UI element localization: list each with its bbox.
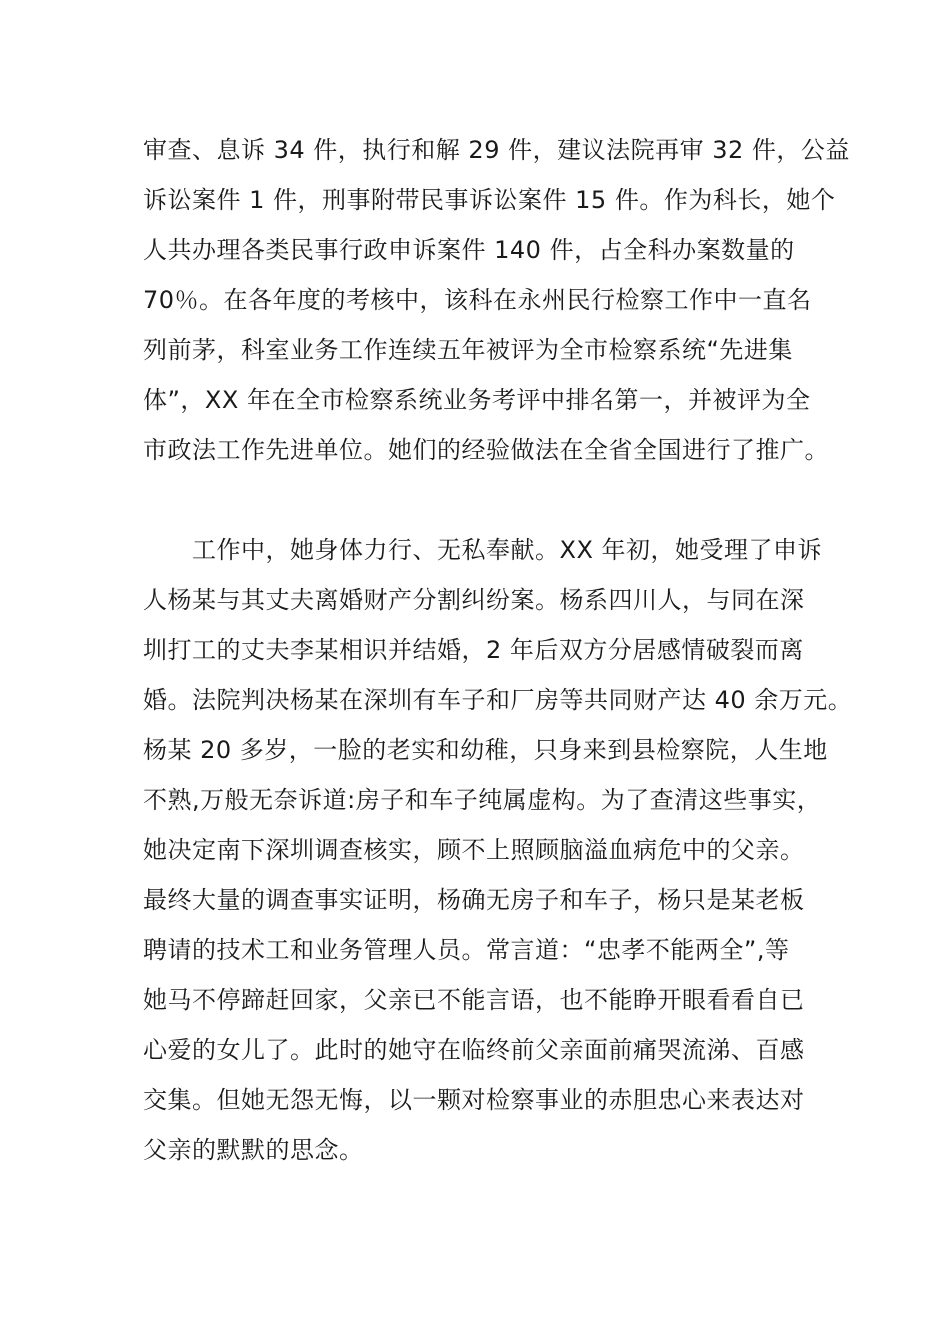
text-line: 列前茅，科室业务工作连续五年被评为全市检察系统“先进集 [143, 336, 793, 364]
paragraph-case-story [143, 525, 853, 1175]
text-line: 不熟,万般无奈诉道:房子和车子纯属虚构。为了查清这些事实， [143, 786, 822, 814]
text-line: 杨某 20 多岁，一脸的老实和幼稚，只身来到县检察院，人生地 [143, 736, 828, 764]
text-line: 70％。在各年度的考核中，该科在永州民行检察工作中一直名 [143, 286, 812, 314]
text-line: 聘请的技术工和业务管理人员。常言道：“忠孝不能两全”,等 [143, 936, 790, 964]
text-line: 最终大量的调查事实证明，杨确无房子和车子，杨只是某老板 [143, 886, 805, 914]
text-line: 她马不停蹄赶回家，父亲已不能言语，也不能睁开眼看看自已 [143, 986, 805, 1014]
text-line: 她决定南下深圳调查核实，顾不上照顾脑溢血病危中的父亲。 [143, 836, 805, 864]
text-line: 审查、息诉 34 件，执行和解 29 件，建议法院再审 32 件，公益 [143, 136, 850, 164]
text-line: 工作中，她身体力行、无私奉献。XX 年初，她受理了申诉 [143, 536, 823, 564]
text-line: 交集。但她无怨无悔，以一颗对检察事业的赤胆忠心来表达对 [143, 1086, 805, 1114]
text-line: 诉讼案件 1 件，刑事附带民事诉讼案件 15 件。作为科长，她个 [143, 186, 836, 214]
text-line: 市政法工作先进单位。她们的经验做法在全省全国进行了推广。 [143, 436, 829, 464]
text-line: 人杨某与其丈夫离婚财产分割纠纷案。杨系四川人，与同在深 [143, 586, 805, 614]
text-line: 婚。法院判决杨某在深圳有车子和厂房等共同财产达 40 余万元。 [143, 686, 853, 714]
text-line: 心爱的女儿了。此时的她守在临终前父亲面前痛哭流涕、百感 [143, 1036, 805, 1064]
text-line: 父亲的默默的思念。 [143, 1136, 364, 1164]
text-line: 体”，XX 年在全市检察系统业务考评中排名第一，并被评为全 [143, 386, 811, 414]
text-line: 人共办理各类民事行政申诉案件 140 件，占全科办案数量的 [143, 236, 795, 264]
paragraph-work-results [143, 125, 850, 475]
text-line: 圳打工的丈夫李某相识并结婚，2 年后双方分居感情破裂而离 [143, 636, 804, 664]
